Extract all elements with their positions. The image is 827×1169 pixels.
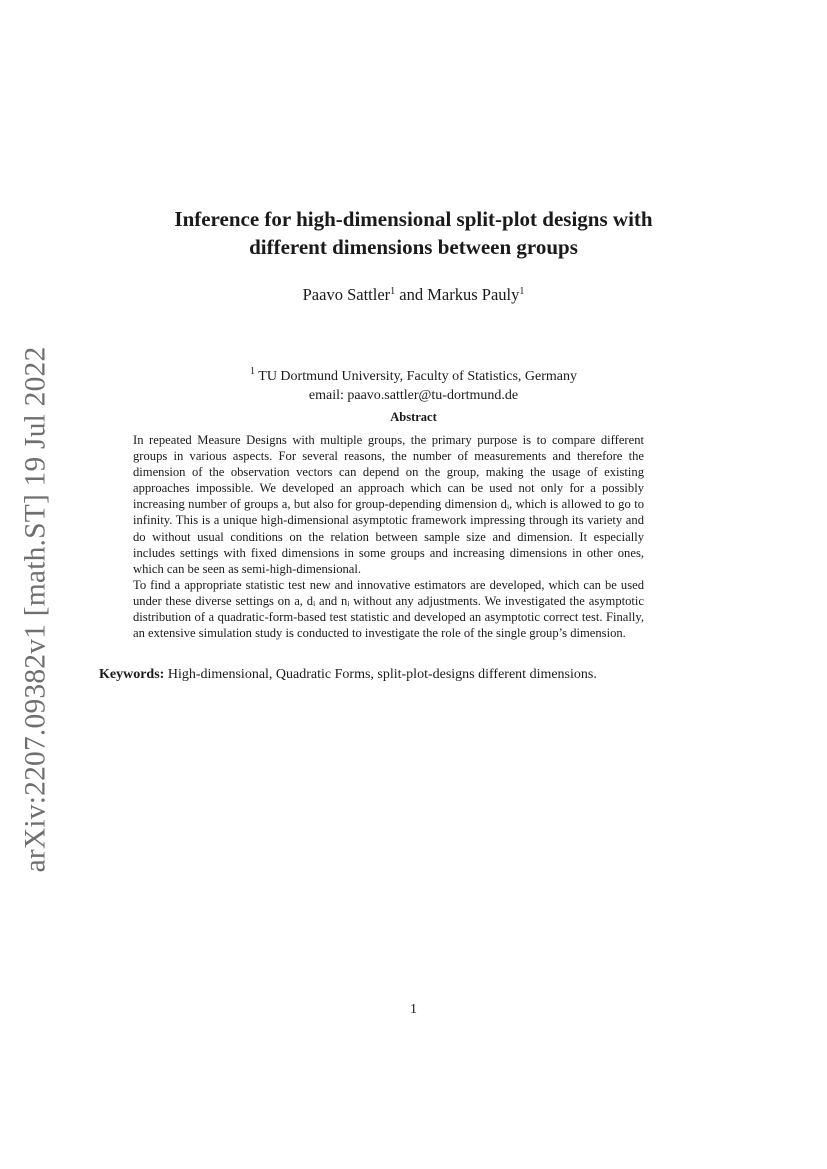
author-name: Markus Pauly <box>427 285 520 304</box>
abstract-paragraph: In repeated Measure Designs with multiple groups, the primary purpose is to compare different groups in various aspects. For several reasons, the number of measurements and therefore the dimension of the observation vectors can depend on the group, making the usage of existing approaches impossible. We developed an approach which can be used not only for a possibly increasing number of groups a, but also for group-depending dimension dᵢ, which is allowed to go to infinity. This is a unique high-dimensional asymptotic framework impressing through its variety and do without usual conditions on the relation between sample size and dimension. It especially includes settings with fixed dimensions in some groups and increasing dimensions in other ones, which can be seen as semi-high-dimensional. <box>133 433 644 576</box>
affiliation-email: email: paavo.sattler@tu-dortmund.de <box>308 388 519 403</box>
keywords-text: High-dimensional, Quadratic Forms, split-plot-designs different dimensions. <box>164 667 597 682</box>
abstract-heading: Abstract <box>390 410 437 424</box>
abstract-paragraph: To find a appropriate statistic test new and innovative estimators are developed, which can be used under these diverse settings on a, dᵢ and nᵢ without any adjustments. We investigated the asymptotic distribution of a quadratic-form-based test statistic and developed an asymptotic correct test. Finally, an extensive simulation study is conducted to investigate the role of the single group’s dimension. <box>133 577 644 641</box>
title-line-2: different dimensions between groups <box>249 235 578 259</box>
affiliation-block <box>0 362 827 405</box>
affiliation-mark: 1 <box>250 366 256 377</box>
page-number: 1 <box>410 1002 417 1017</box>
title-line-1: Inference for high-dimensional split-plot designs with <box>174 207 653 231</box>
abstract-body <box>133 432 644 641</box>
author-name: Paavo Sattler <box>302 285 391 304</box>
keywords-label: Keywords: <box>99 667 165 682</box>
keywords-line <box>99 665 659 684</box>
paper-title <box>0 205 827 261</box>
affiliation-mark: 1 <box>390 286 396 297</box>
affiliation-institution: TU Dortmund University, Faculty of Statistics, Germany <box>258 369 577 384</box>
author-list <box>0 285 827 305</box>
affiliation-mark: 1 <box>519 286 525 297</box>
arxiv-identifier-stamp <box>18 346 54 872</box>
arxiv-identifier: arXiv:2207.09382v1 [math.ST] 19 Jul 2022 <box>19 346 52 872</box>
author-connector: and <box>395 285 428 304</box>
